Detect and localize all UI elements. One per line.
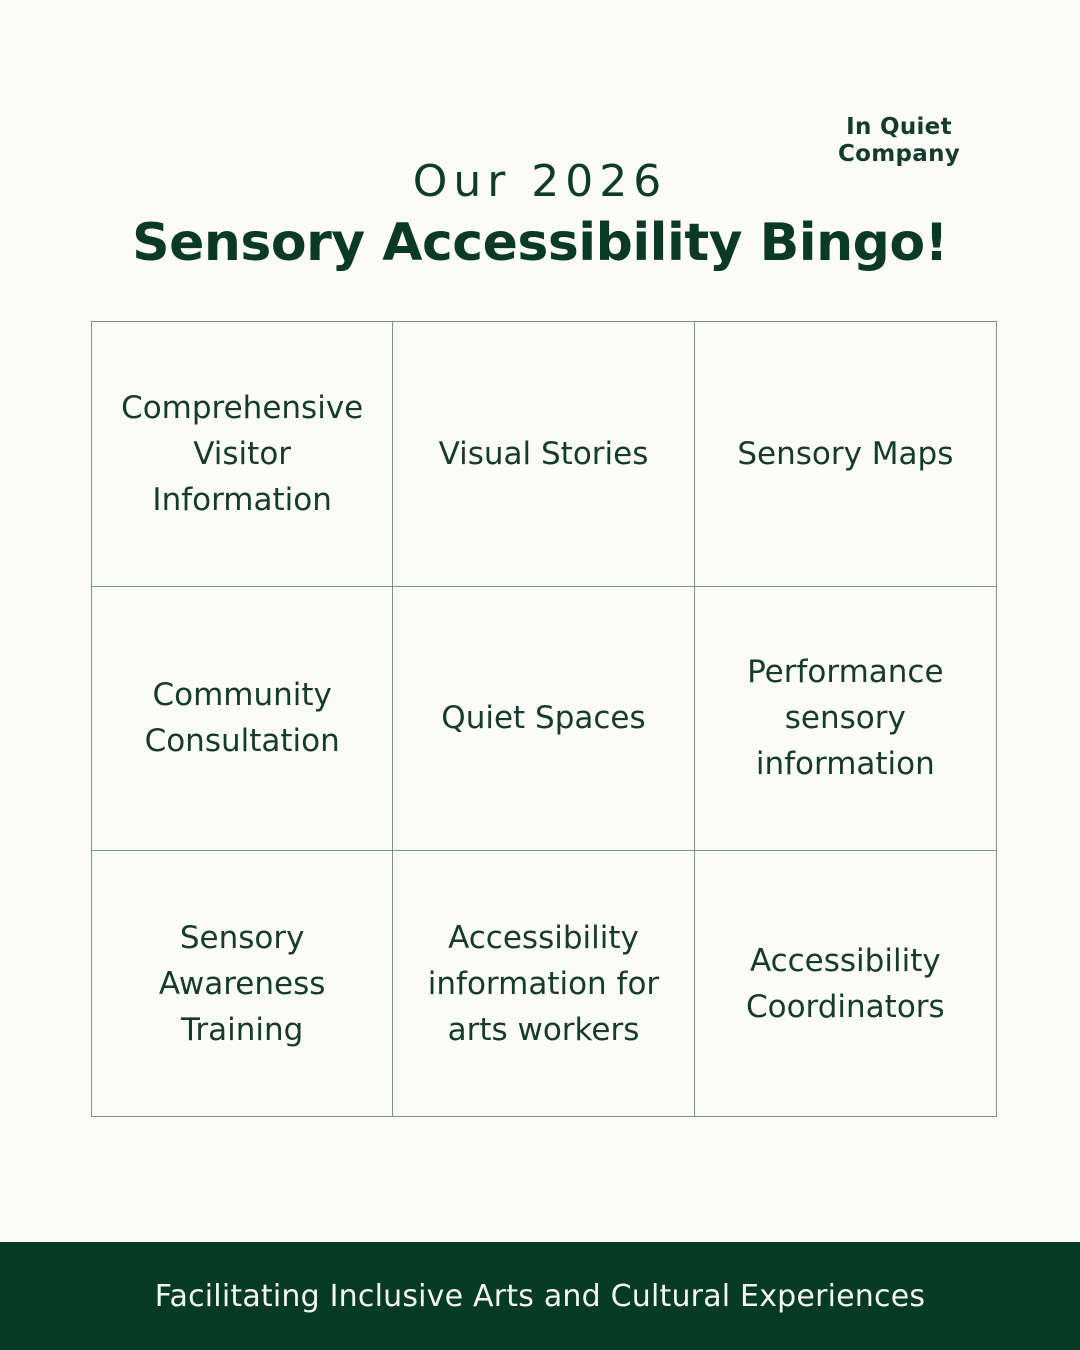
bingo-cell-sensory-awareness-training: Sensory Awareness Training xyxy=(92,851,393,1116)
logo-line-1: In Quiet xyxy=(846,114,952,140)
bingo-cell-sensory-maps: Sensory Maps xyxy=(695,322,996,587)
bingo-cell-performance-sensory-information: Performance sensory information xyxy=(695,587,996,852)
bingo-cell-accessibility-coordinators: Accessibility Coordinators xyxy=(745,942,945,1025)
bingo-grid xyxy=(91,321,997,1117)
bingo-cell-comprehensive-visitor-information: Comprehensive Visitor Information xyxy=(92,322,393,587)
bingo-cell-quiet-spaces: Quiet Spaces xyxy=(393,587,694,852)
footer-tagline: Facilitating Inclusive Arts and Cultural Experiences xyxy=(154,1278,926,1314)
bingo-cell-visual-stories: Visual Stories xyxy=(393,322,694,587)
page-subtitle: Our 2026 xyxy=(412,156,668,207)
bingo-cell-accessibility-information-arts-workers: Accessibility information for arts workers xyxy=(393,851,694,1116)
bingo-cell-community-consultation: Community Consultation xyxy=(92,587,393,852)
logo-line-2: Company xyxy=(837,141,961,167)
footer-banner xyxy=(0,1242,1080,1350)
page-title: Sensory Accessibility Bingo! xyxy=(132,213,948,273)
